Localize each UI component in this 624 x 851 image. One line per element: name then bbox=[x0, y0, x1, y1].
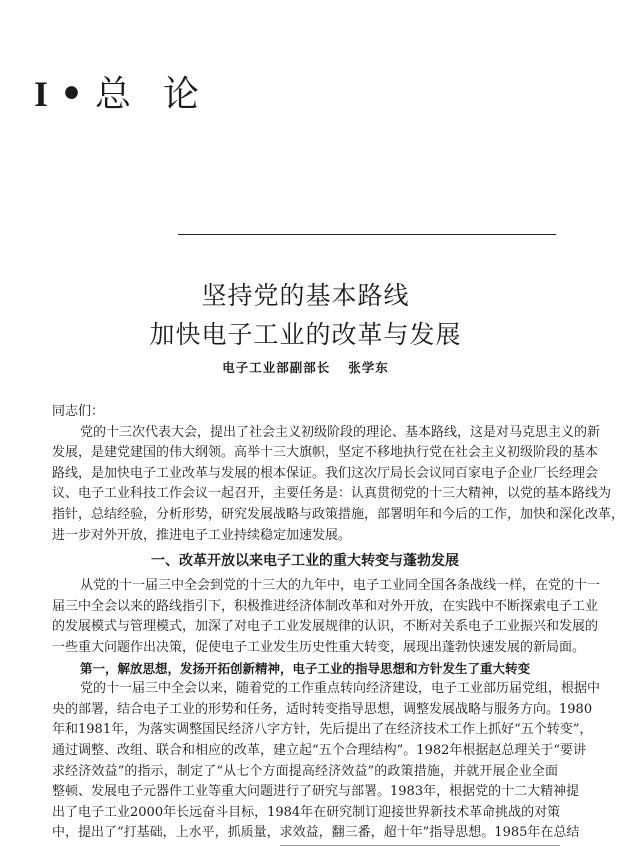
chapter-heading bbox=[34, 66, 231, 117]
section-heading: 一、改革开放以来电子工业的重大转变与蓬勃发展 bbox=[151, 553, 459, 570]
text-line: 届三中全会以来的路线指引下，积极推进经济体制改革和对外开放，在实践中不断探索电子工业 bbox=[52, 598, 599, 614]
chapter-title-char: 论 bbox=[163, 74, 202, 115]
text-line: 中，提出了“打基础，上水平，抓质量，求效益，翻三番，超十年”指导思想。1985年在总结 bbox=[52, 825, 580, 841]
chapter-numeral: I bbox=[34, 74, 51, 114]
text-line: 党的十三次代表大会，提出了社会主义初级阶段的理论、基本路线，这是对马克思主义的新 bbox=[80, 424, 601, 440]
text-line: 发展，是建党建国的伟大纲领。高举十三大旗帜，坚定不移地执行党在社会主义初级阶段的基本 bbox=[52, 445, 599, 461]
subheading: 第一，解放思想，发扬开拓创新精神，电子工业的指导思想和方针发生了重大转变 bbox=[80, 660, 531, 676]
text-line: 一些重大问题作出决策，促使电子工业发生历史性重大转变，展现出蓬勃快速发展的新局面。 bbox=[52, 639, 586, 655]
text-line: 的发展模式与管理模式，加深了对电子工业发展规律的认识，不断对关系电子工业振兴和发展的 bbox=[52, 619, 599, 635]
article-title-line1: 坚持党的基本路线 bbox=[201, 281, 410, 310]
text-line: 整顿、发展电子元器件工业等重大问题进行了研究与部署。1983年，根据党的十二大精神提 bbox=[52, 784, 580, 800]
author-line bbox=[0, 358, 611, 376]
author-name: 张学东 bbox=[348, 360, 389, 375]
chapter-dot: • bbox=[60, 73, 86, 115]
text-line: 党的十一届三中全会以来，随着党的工作重点转向经济建设，电子工业部历届党组，根据中 bbox=[80, 681, 601, 697]
salutation: 同志们： bbox=[52, 404, 105, 419]
article-title-line2: 加快电子工业的改革与发展 bbox=[149, 320, 462, 349]
text-line: 路线，是加快电子工业改革与发展的根本保证。我们这次厅局长会议同百家电子企业厂长经理会 bbox=[52, 465, 599, 481]
text-line: 进一步对外开放，推进电子工业持续稳定加速发展。 bbox=[52, 527, 352, 543]
text-line: 央的部署，结合电子工业的形势和任务，适时转变指导思想，调整发展战略与服务方向。1980 bbox=[52, 701, 593, 717]
article-body bbox=[52, 402, 624, 844]
text-line: 求经济效益”的指示，制定了“从七个方面提高经济效益”的政策措施，并就开展企业全面 bbox=[52, 763, 558, 779]
horizontal-rule bbox=[178, 234, 556, 235]
footer-rule bbox=[280, 845, 560, 846]
text-line: 指针，总结经验，分析形势，研究发展战略与政策措施，部署明年和今后的工作，加快和深化改革， bbox=[52, 506, 624, 522]
text-line: 从党的十一届三中全会到党的十三大的九年中，电子工业同全国各条战线一样，在党的十一 bbox=[80, 578, 601, 594]
text-line: 通过调整、改组、联合和相应的改革，建立起“五个合理结构”。1982年根据赵总理关于“要讲 bbox=[52, 742, 587, 758]
text-line: 议、电子工业科技工作会议一起召开，主要任务是：认真贯彻党的十三大精神，以党的基本路线为 bbox=[52, 486, 612, 502]
text-line: 出了电子工业2000年长远奋斗目标，1984年在研究制订迎接世界新技术革命挑战的对策 bbox=[52, 804, 561, 820]
chapter-title-char: 总 bbox=[95, 74, 134, 115]
author-role: 电子工业部副部长 bbox=[222, 360, 331, 375]
text-line: 年和1981年，为落实调整国民经济八字方针，先后提出了在经济技术工作上抓好“五个转变”， bbox=[52, 722, 593, 738]
